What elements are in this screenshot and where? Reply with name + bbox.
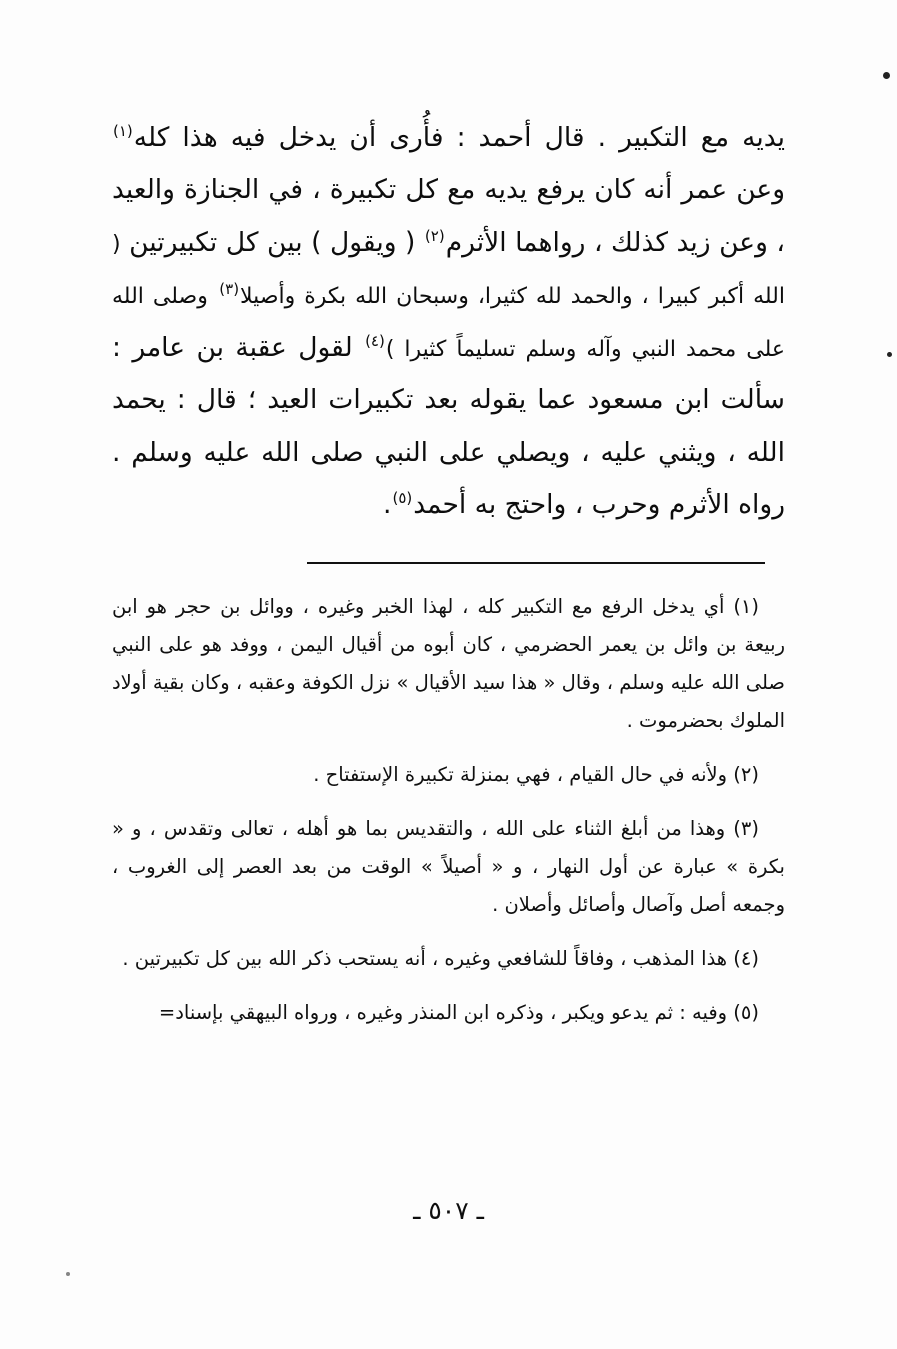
page-number: ـ ٥٠٧ ـ — [413, 1196, 484, 1225]
scan-artifact-icon — [887, 352, 892, 357]
footnote-marker-2: (٢) — [424, 227, 445, 246]
footnote-marker-4: (٤) — [365, 332, 385, 351]
footnote-item — [112, 756, 785, 794]
footnote-number: (٣) — [733, 816, 759, 840]
dua-text-1: ( الله أكبر كبيرا ، والحمد لله كثيرا، وسبحان الله بكرة وأصيلا — [112, 231, 785, 310]
body-segment-2: وعن عمر أنه كان يرفع يديه مع كل تكبيرة ، في الجنازة والعيد ، وعن زيد كذلك ، رواهما الأثرم — [112, 174, 785, 258]
body-text-block — [112, 112, 785, 532]
footnote-item — [112, 994, 785, 1032]
dua-text-2: وصلى الله على محمد النبي وآله وسلم تسليماً كثيرا ) — [112, 284, 785, 362]
footnote-marker-5: (٥) — [392, 489, 413, 508]
footnotes-block — [112, 588, 785, 1032]
body-segment-3: ( ويقول ) بين كل تكبيرتين — [129, 226, 416, 258]
footnote-divider — [307, 562, 765, 564]
footnote-number: (٥) — [733, 1000, 759, 1024]
scan-artifact-icon — [66, 1272, 70, 1276]
body-segment-4: لقول عقبة بن عامر : سألت ابن مسعود عما يقوله بعد تكبيرات العيد ؛ قال : يحمد الله ، ويثني عليه ، ويصلي على النبي صلى الله عليه وسلم . رواه الأثرم وحرب ، واحتج به أحمد — [112, 331, 785, 521]
scan-artifact-icon — [883, 72, 890, 79]
footnote-item — [112, 588, 785, 740]
footnote-text: هذا المذهب ، وفاقاً للشافعي وغيره ، أنه يستحب ذكر الله بين كل تكبيرتين . — [122, 946, 728, 970]
footnote-text: وهذا من أبلغ الثناء على الله ، والتقديس بما هو أهله ، تعالى وتقدس ، و « بكرة » عبارة عن أول النهار ، و « أصيلاً » الوقت من بعد العصر إلى الغروب ، وجمعه أصل وآصال وأصائل وأصلان . — [112, 816, 785, 916]
body-paragraph — [112, 112, 785, 532]
page-content — [112, 112, 785, 1032]
footnote-number: (١) — [733, 594, 760, 618]
body-segment-end: . — [383, 489, 392, 521]
footnote-item — [112, 940, 785, 978]
footnote-text: ولأنه في حال القيام ، فهي بمنزلة تكبيرة الإستفتاح . — [313, 762, 728, 786]
footnote-marker-1: (١) — [113, 122, 133, 141]
footnote-text: أي يدخل الرفع مع التكبير كله ، لهذا الخبر وغيره ، ووائل بن حجر هو ابن ربيعة بن وائل بن يعمر الحضرمي ، كان أبوه من أقيال اليمن ، ووفد هو على النبي صلى الله عليه وسلم ، وقال « هذا سيد الأقيال » نزل الكوفة وعقبه ، وكان بقية أولاد الملوك بحضرموت . — [112, 594, 785, 732]
footnote-number: (٢) — [733, 762, 759, 786]
footnote-number: (٤) — [733, 946, 759, 970]
footnote-item — [112, 810, 785, 924]
footnote-marker-3: (٣) — [219, 279, 240, 298]
footnote-text: وفيه : ثم يدعو ويكبر ، وذكره ابن المنذر وغيره ، ورواه البيهقي بإسناد= — [158, 1000, 728, 1024]
body-segment-1: يديه مع التكبير . قال أحمد : فأُرى أن يدخل فيه هذا كله — [133, 122, 785, 153]
